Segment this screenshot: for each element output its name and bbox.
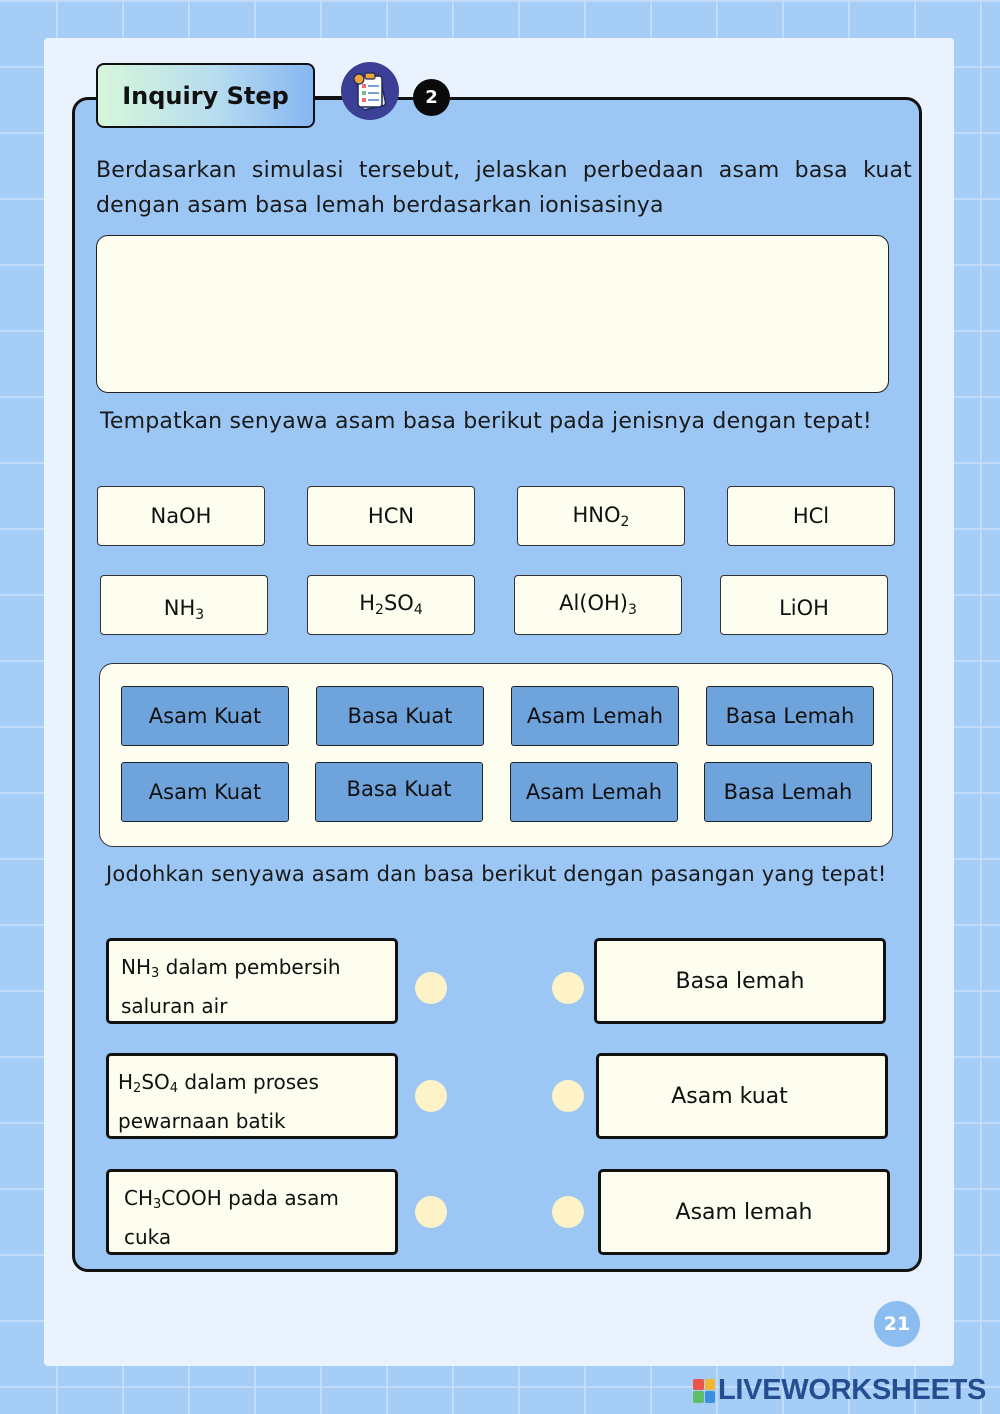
step-number-badge: 2	[413, 79, 450, 116]
category-basa-lemah[interactable]: Basa Lemah	[706, 686, 874, 746]
match-left-dot[interactable]	[415, 972, 447, 1004]
compound-chip-hcl[interactable]	[727, 486, 895, 546]
compound-label: $HNO_2$	[572, 502, 630, 530]
compound-chip-h2so4[interactable]	[307, 575, 475, 635]
liveworksheets-logo	[693, 1374, 986, 1407]
category-basa-kuat[interactable]: Basa Kuat	[315, 762, 483, 822]
compound-label: $H_2SO_4$	[359, 590, 423, 618]
inquiry-step-label: Inquiry Step	[122, 81, 289, 110]
compound-chip-aloh3[interactable]	[514, 575, 682, 635]
answer-textarea[interactable]	[96, 235, 889, 393]
category-basa-kuat[interactable]: Basa Kuat	[316, 686, 484, 746]
match-right-asam-kuat: Asam kuat	[596, 1053, 888, 1139]
match-right-dot[interactable]	[552, 1080, 584, 1112]
inquiry-step-tag	[96, 63, 315, 128]
compound-label: HCl	[792, 504, 830, 528]
compound-chip-hno2[interactable]	[517, 486, 685, 546]
match-left-ch3cooh: $CH_3COOH$ pada asam cuka	[106, 1169, 398, 1255]
liveworksheets-icon	[693, 1379, 715, 1403]
compound-label: $Al(OH)_3$	[559, 590, 637, 618]
match-left-nh3: $NH_3$ dalam pembersih saluran air	[106, 938, 398, 1024]
compound-chip-lioh[interactable]	[720, 575, 888, 635]
header-connector	[313, 96, 343, 99]
brand-name: LIVEWORKSHEETS	[718, 1374, 987, 1406]
clipboard-icon	[341, 62, 399, 120]
category-asam-kuat[interactable]: Asam Kuat	[121, 686, 289, 746]
category-asam-lemah[interactable]: Asam Lemah	[510, 762, 678, 822]
category-basa-lemah[interactable]: Basa Lemah	[704, 762, 872, 822]
match-right-dot[interactable]	[552, 1196, 584, 1228]
compound-label: NaOH	[150, 504, 212, 528]
question2-text: Tempatkan senyawa asam basa berikut pada jenisnya dengan tepat!	[100, 409, 872, 434]
match-right-basa-lemah: Basa lemah	[594, 938, 886, 1024]
question1-text: Berdasarkan simulasi tersebut, jelaskan perbedaan asam basa kuat dengan asam basa lemah berdasarkan ionisasinya	[96, 158, 912, 218]
match-right-dot[interactable]	[552, 972, 584, 1004]
compound-chip-naoh[interactable]	[97, 486, 265, 546]
compound-label: $NH_3$	[163, 595, 205, 623]
category-asam-lemah[interactable]: Asam Lemah	[511, 686, 679, 746]
match-left-dot[interactable]	[415, 1196, 447, 1228]
compound-chip-hcn[interactable]	[307, 486, 475, 546]
compound-label: HCN	[367, 504, 415, 528]
category-asam-kuat[interactable]: Asam Kuat	[121, 762, 289, 822]
compound-chip-nh3[interactable]	[100, 575, 268, 635]
compound-label: LiOH	[779, 596, 829, 620]
match-right-asam-lemah: Asam lemah	[598, 1169, 890, 1255]
match-left-dot[interactable]	[415, 1080, 447, 1112]
question3-text: Jodohkan senyawa asam dan basa berikut dengan pasangan yang tepat!	[106, 862, 887, 886]
page-number-badge: 21	[874, 1301, 920, 1347]
match-left-h2so4: $H_2SO_4$ dalam proses pewarnaan batik	[106, 1053, 398, 1139]
